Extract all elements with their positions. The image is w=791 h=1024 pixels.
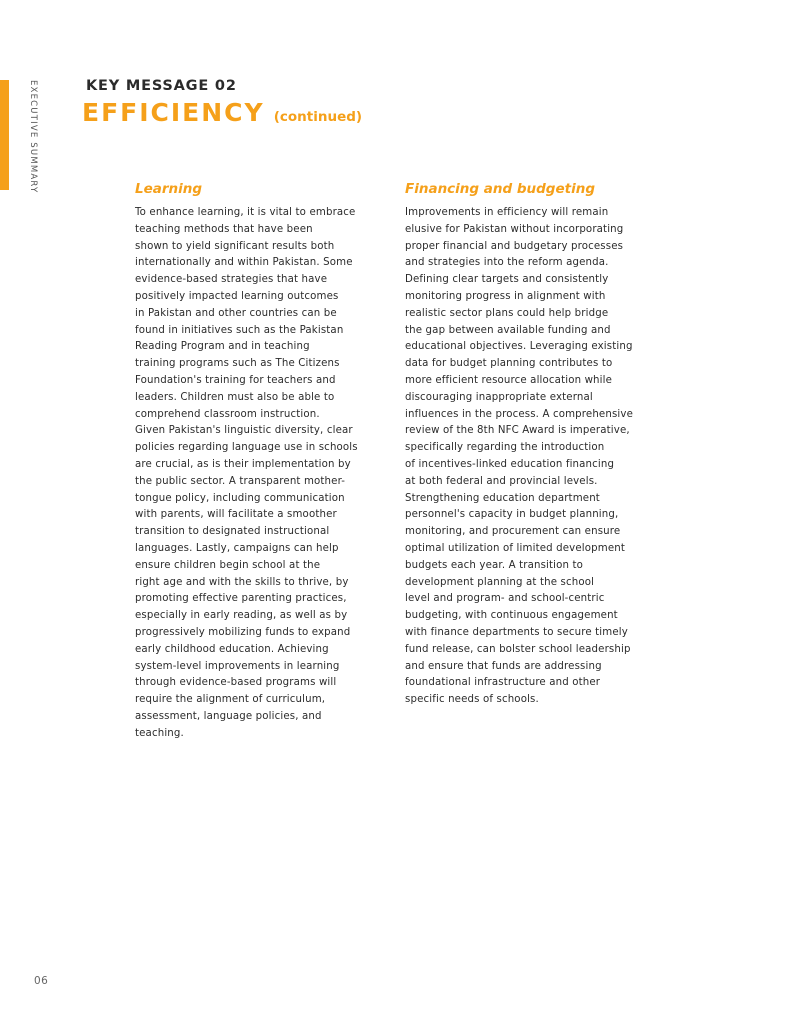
body-line: budgets each year. A transition to — [405, 559, 584, 571]
body-line: teaching methods that have been — [135, 223, 313, 235]
key-message-label: KEY MESSAGE 02 — [86, 78, 237, 94]
body-line: at both federal and provincial levels. — [405, 475, 598, 487]
accent-bar — [0, 80, 9, 190]
body-line: positively impacted learning outcomes — [135, 290, 339, 302]
body-line: found in initiatives such as the Pakistan — [135, 324, 344, 336]
body-line: assessment, language policies, and — [135, 710, 322, 722]
body-line: evidence-based strategies that have — [135, 274, 328, 286]
body-line: with finance departments to secure timely — [405, 626, 628, 638]
body-line: in Pakistan and other countries can be — [135, 307, 337, 319]
body-line: of incentives-linked education financing — [405, 458, 615, 470]
body-line: level and program- and school-centric — [405, 593, 605, 605]
body-line: Defining clear targets and consistently — [405, 274, 609, 286]
body-line: policies regarding language use in schools — [135, 442, 358, 454]
body-line: development planning at the school — [405, 576, 595, 588]
body-line: optimal utilization of limited development — [405, 542, 625, 554]
body-line: leaders. Children must also be able to — [135, 391, 335, 403]
body-line: the gap between available funding and — [405, 324, 611, 336]
body-line: influences in the process. A comprehensive — [405, 408, 633, 420]
body-line: budgeting, with continuous engagement — [405, 610, 618, 622]
body-line: languages. Lastly, campaigns can help — [135, 542, 339, 554]
body-line: foundational infrastructure and other — [405, 677, 601, 689]
body-line: with parents, will facilitate a smoother — [135, 509, 337, 521]
body-line: proper financial and budgetary processes — [405, 240, 624, 252]
body-line: Foundation's training for teachers and — [135, 374, 336, 386]
financing-section — [405, 181, 659, 709]
body-line: right age and with the skills to thrive, by — [135, 576, 349, 588]
body-line: and strategies into the reform agenda. — [405, 257, 609, 269]
financing-heading: Financing and budgeting — [405, 181, 595, 197]
body-line: educational objectives. Leveraging existing — [405, 341, 633, 353]
body-line: system-level improvements in learning — [135, 660, 340, 672]
section-side-label: EXECUTIVE SUMMARY — [28, 80, 38, 194]
body-line: elusive for Pakistan without incorporating — [405, 223, 624, 235]
body-line: specific needs of schools. — [405, 694, 539, 706]
body-line: require the alignment of curriculum, — [135, 694, 326, 706]
body-line: tongue policy, including communication — [135, 492, 345, 504]
body-line: transition to designated instructional — [135, 526, 330, 538]
body-line: the public sector. A transparent mother- — [135, 475, 346, 487]
body-line: training programs such as The Citizens — [135, 358, 340, 370]
body-line: Reading Program and in teaching — [135, 341, 310, 353]
body-line: monitoring progress in alignment with — [405, 290, 606, 302]
body-line: shown to yield significant results both — [135, 240, 335, 252]
body-line: ensure children begin school at the — [135, 559, 321, 571]
body-line: more efficient resource allocation while — [405, 374, 613, 386]
body-line: personnel's capacity in budget planning, — [405, 509, 619, 521]
learning-body — [135, 205, 383, 743]
body-line: are crucial, as is their implementation by — [135, 458, 351, 470]
body-line: To enhance learning, it is vital to embrace — [135, 207, 356, 218]
page-title-main: EFFICIENCY — [82, 98, 265, 127]
body-line: monitoring, and procurement can ensure — [405, 526, 621, 538]
learning-heading: Learning — [135, 181, 203, 197]
body-line: data for budget planning contributes to — [405, 358, 613, 370]
body-line: discouraging inappropriate external — [405, 391, 593, 403]
financing-body — [405, 205, 659, 709]
page-number: 06 — [34, 975, 49, 987]
body-line: early childhood education. Achieving — [135, 643, 329, 655]
body-line: fund release, can bolster school leadership — [405, 643, 631, 655]
body-line: Improvements in efficiency will remain — [405, 207, 609, 218]
body-line: progressively mobilizing funds to expand — [135, 626, 351, 638]
body-line: review of the 8th NFC Award is imperative, — [405, 425, 630, 437]
body-line: through evidence-based programs will — [135, 677, 337, 689]
body-line: Strengthening education department — [405, 492, 600, 504]
body-line: teaching. — [135, 727, 184, 739]
body-line: promoting effective parenting practices, — [135, 593, 347, 605]
body-line: realistic sector plans could help bridge — [405, 307, 609, 319]
body-line: comprehend classroom instruction. — [135, 408, 320, 420]
body-line: Given Pakistan's linguistic diversity, clear — [135, 425, 353, 437]
body-line: especially in early reading, as well as by — [135, 610, 348, 622]
body-line: and ensure that funds are addressing — [405, 660, 602, 672]
body-line: specifically regarding the introduction — [405, 442, 605, 454]
body-line: internationally and within Pakistan. Some — [135, 257, 353, 269]
page-title — [82, 98, 362, 127]
learning-section — [135, 181, 383, 743]
page-title-sub: (continued) — [273, 109, 363, 125]
